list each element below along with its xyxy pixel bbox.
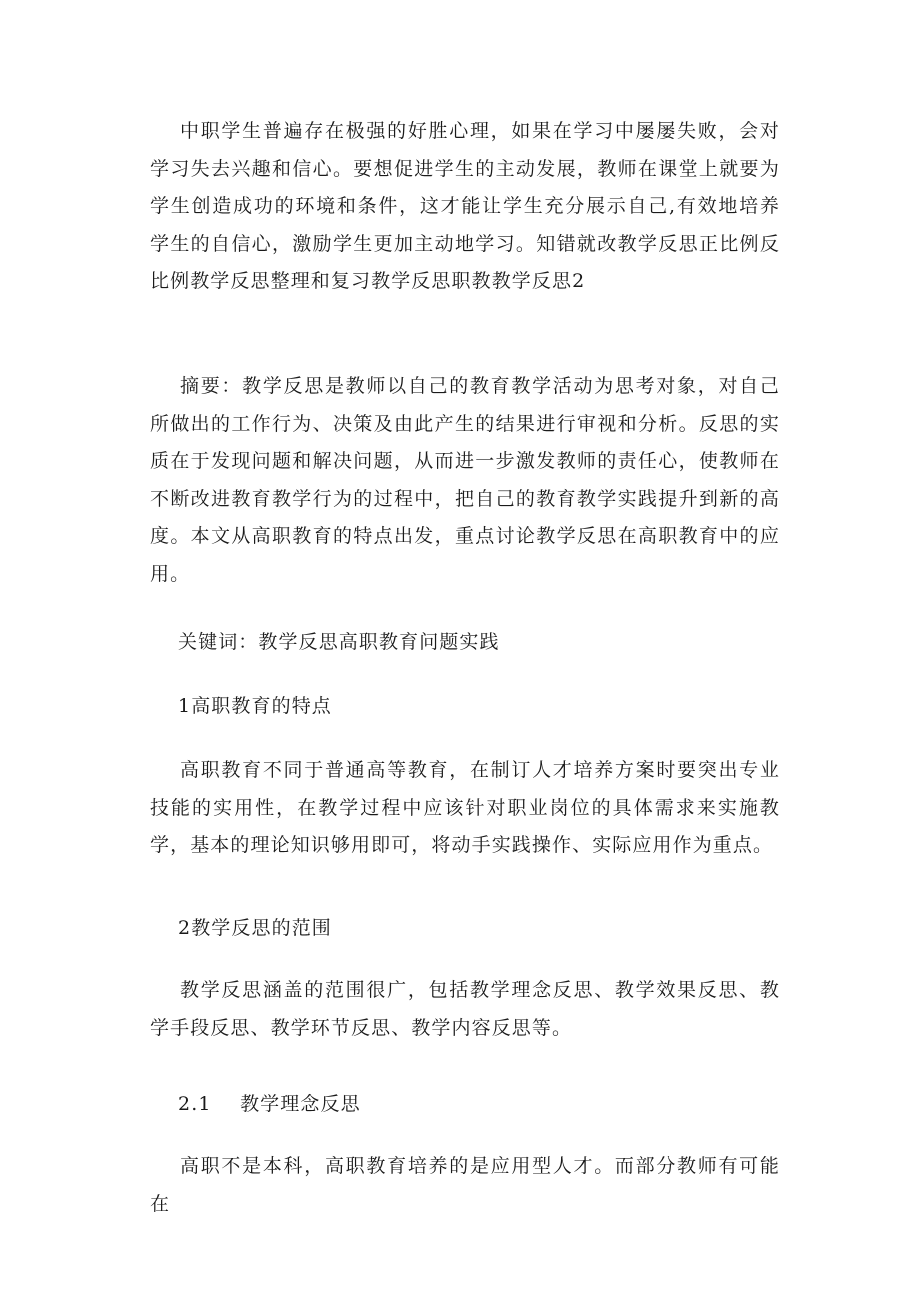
- paragraph-abstract: 摘要：教学反思是教师以自己的教育教学活动为思考对象，对自己所做出的工作行为、决策及由此产生的结果进行审视和分析。反思的实质在于发现问题和解决问题，从而进一步激发教师的责任心，使教师在不断改进教育教学行为的过程中，把自己的教育教学实践提升到新的高度。本文从高职教育的特点出发，重点讨论教学反思在高职教育中的应用。: [150, 375, 780, 585]
- paragraph-intro: 中职学生普遍存在极强的好胜心理，如果在学习中屡屡失败，会对学习失去兴趣和信心。要想促进学生的主动发展，教师在课堂上就要为学生创造成功的环境和条件，这才能让学生充分展示自己,有效地培养学生的自信心，激励学生更加主动地学习。知错就改教学反思正比例反比例教学反思整理和复习教学反思职教教学反思2: [150, 120, 780, 292]
- paragraph-section-2-1: 高职不是本科，高职教育培养的是应用型人才。而部分教师有可能在: [150, 1155, 780, 1215]
- section-heading-2: 2教学反思的范围: [178, 917, 332, 939]
- paragraph-section-1: 高职教育不同于普通高等教育，在制订人才培养方案时要突出专业技能的实用性，在教学过程中应该针对职业岗位的具体需求来实施教学，基本的理论知识够用即可，将动手实践操作、实际应用作为重点。: [150, 759, 780, 856]
- paragraph-section-2: 教学反思涵盖的范围很广，包括教学理念反思、教学效果反思、教学手段反思、教学环节反思、教学内容反思等。: [150, 979, 780, 1039]
- subsection-heading-2-1: 2.1 教学理念反思: [178, 1093, 361, 1115]
- section-heading-1: 1高职教育的特点: [178, 695, 332, 717]
- keywords-line: 关键词：教学反思高职教育问题实践: [178, 631, 500, 653]
